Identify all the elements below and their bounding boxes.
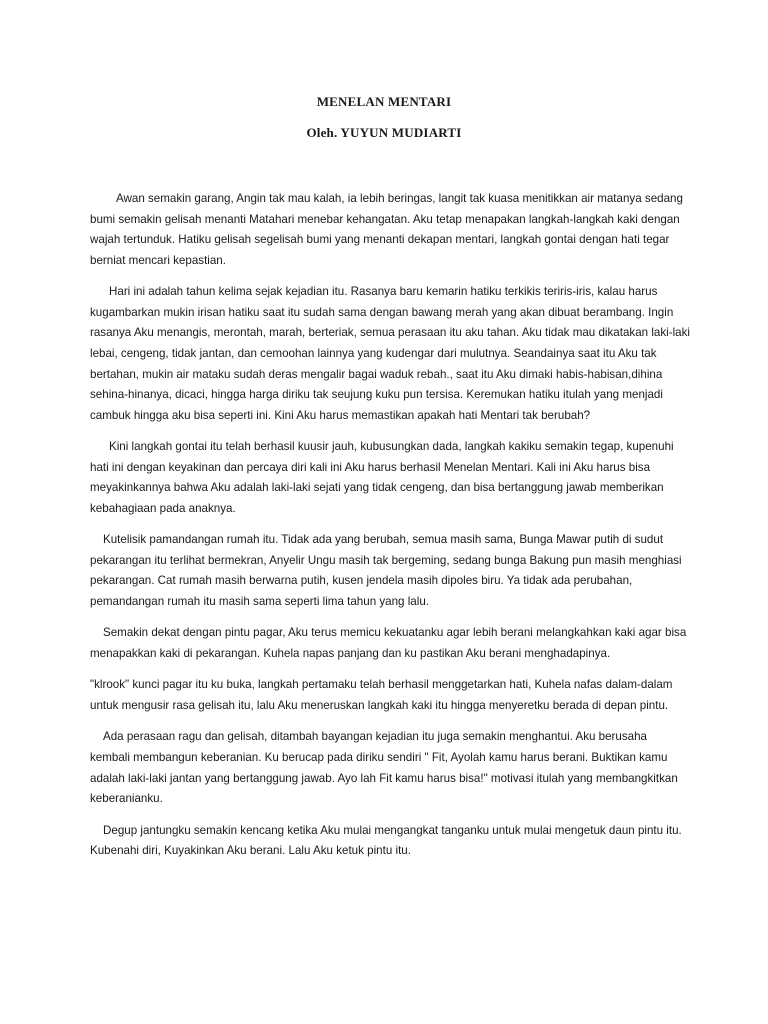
document-title: MENELAN MENTARI — [316, 94, 452, 109]
author-line: Oleh. YUYUN MUDIARTI — [306, 125, 462, 140]
paragraph: "klrook" kunci pagar itu ku buka, langkah pertamaku telah berhasil menggetarkan hati, Kuhela nafas dalam-dalam untuk mengusir rasa gelisah itu, lalu Aku meneruskan langkah kaki itu hingga menyeretku berada di depan pintu. — [90, 678, 673, 713]
paragraph: Semakin dekat dengan pintu pagar, Aku terus memicu kekuatanku agar lebih berani melangkahkan kaki agar bisa menapakkan kaki di pekarangan. Kuhela napas panjang dan ku pastikan Aku berani menghadapinya. — [90, 626, 687, 661]
paragraph: Kini langkah gontai itu telah berhasil kuusir jauh, kubusungkan dada, langkah kakiku semakin tegap, kupenuhi hati ini dengan keyakinan dan percaya diri kali ini Aku harus berhasil Menelan Mentari. Kali ini Aku harus bisa meyakinkannya bahwa Aku adalah laki-laki sejati yang tidak cengeng, dan bisa bertanggung jawab memberikan kebahagiaan pada anaknya. — [90, 440, 674, 515]
paragraph: Kutelisik pamandangan rumah itu. Tidak ada yang berubah, semua masih sama, Bunga Mawar putih di sudut pekarangan itu terlihat bermekran, Anyelir Ungu masih tak bergeming, sedang bunga Bakung pun masih menghiasi pekarangan. Cat rumah masih berwarna putih, kusen jendela masih dipoles biru. Ya tidak ada perubahan, pemandangan rumah itu masih sama seperti lima tahun yang lalu. — [90, 533, 682, 609]
document-body — [90, 189, 690, 873]
paragraph: Hari ini adalah tahun kelima sejak kejadian itu. Rasanya baru kemarin hatiku terkikis teriris-iris, kalau harus kugambarkan mukin irisan hatiku saat itu sudah sama dengan bawang merah yang akan dibuat berambang. Ingin rasanya Aku menangis, merontah, marah, berteriak, semua perasaan itu aku tahan. Aku tidak mau dikatakan laki-laki lebai, cengeng, tidak jantan, dan cemoohan lainnya yang kudengar dari mulutnya. Seandainya saat itu Aku tak bertahan, mukin air mataku sudah deras mengalir bagai waduk rebah., saat itu Aku dimaki habis-habisan,dihina sehina-hinanya, dicaci, hingga harga diriku tak seujung kuku pun tersisa. Keremukan hatiku itulah yang menjadi cambuk hingga aku bisa seperti ini. Kini Aku harus memastikan apakah hati Mentari tak berubah? — [90, 285, 690, 422]
paragraph: Ada perasaan ragu dan gelisah, ditambah bayangan kejadian itu juga semakin menghantui. Aku berusaha kembali membangun keberanian. Ku berucap pada diriku sendiri " Fit, Ayolah kamu harus berani. Buktikan kamu adalah laki-laki jantan yang bertanggung jawab. Ayo lah Fit kamu harus bisa!" motivasi itulah yang membangkitkan keberanianku. — [90, 730, 678, 806]
paragraph: Degup jantungku semakin kencang ketika Aku mulai mengangkat tanganku untuk mulai mengetuk daun pintu itu. Kubenahi diri, Kuyakinkan Aku berani. Lalu Aku ketuk pintu itu. — [90, 823, 682, 858]
paragraph: Awan semakin garang, Angin tak mau kalah, ia lebih beringas, langit tak kuasa menitikkan air matanya sedang bumi semakin gelisah menanti Matahari menebar kehangatan. Aku tetap menapakan langkah-langkah kaki dengan wajah tertunduk. Hatiku gelisah segelisah bumi yang menanti dekapan mentari, langkah gontai dengan hati tegar berniat mencari kepastian. — [90, 192, 683, 267]
